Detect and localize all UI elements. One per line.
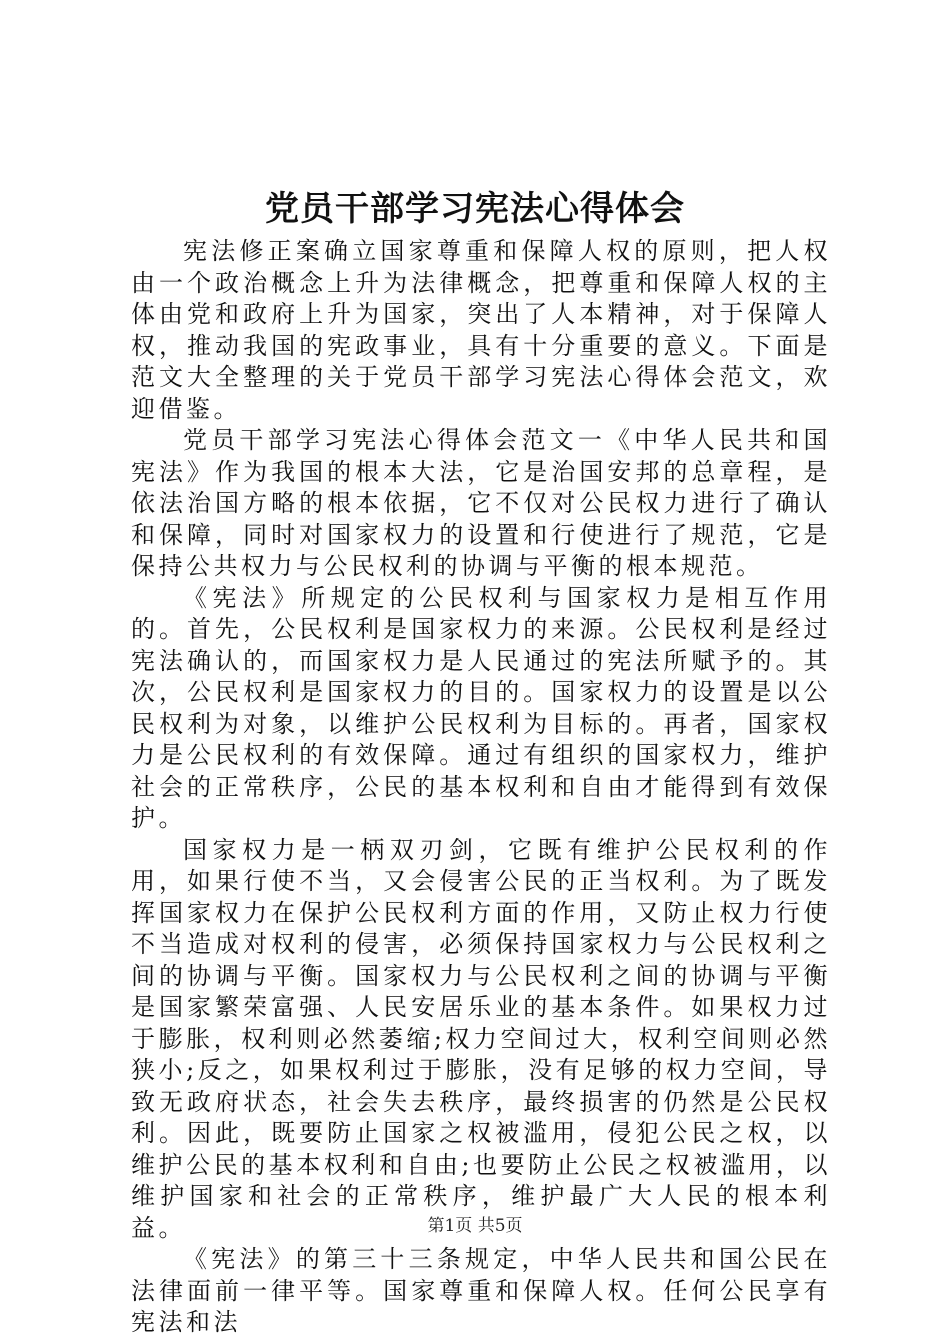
paragraph-3: 《宪法》所规定的公民权利与国家权力是相互作用的。首先，公民权利是国家权力的来源。公民权利是经过宪法确认的，而国家权力是人民通过的宪法所赋予的。其次，公民权利是国家权力的目的。国家权力的设置是以公民权利为对象，以维护公民权利为目标的。再者，国家权力是公民权利的有效保障。通过有组织的国家权力，维护社会的正常秩序，公民的基本权利和自由才能得到有效保护。: [131, 583, 831, 832]
paragraph-5: 《宪法》的第三十三条规定，中华人民共和国公民在法律面前一律平等。国家尊重和保障人权。任何公民享有宪法和法: [131, 1245, 831, 1336]
document-body: [131, 236, 831, 1339]
paragraph-1: 宪法修正案确立国家尊重和保障人权的原则，把人权由一个政治概念上升为法律概念，把尊重和保障人权的主体由党和政府上升为国家，突出了人本精神，对于保障人权，推动我国的宪政事业，具有十分重要的意义。下面是范文大全整理的关于党员干部学习宪法心得体会范文，欢迎借鉴。: [131, 237, 831, 423]
paragraph-4: 国家权力是一柄双刃剑，它既有维护公民权利的作用，如果行使不当，又会侵害公民的正当权利。为了既发挥国家权力在保护公民权利方面的作用，又防止权力行使不当造成对权利的侵害，必须保持国家权力与公民权利之间的协调与平衡。国家权力与公民权利之间的协调与平衡是国家繁荣富强、人民安居乐业的基本条件。如果权力过于膨胀，权利则必然萎缩;权力空间过大，权利空间则必然狭小;反之，如果权利过于膨胀，没有足够的权力空间，导致无政府状态，社会失去秩序，最终损害的仍然是公民权利。因此，既要防止国家之权被滥用，侵犯公民之权，以维护公民的基本权利和自由;也要防止公民之权被滥用，以维护国家和社会的正常秩序，维护最广大人民的根本利益。: [131, 835, 831, 1242]
page-number-footer: 第1页 共5页: [427, 1216, 523, 1236]
paragraph-2: 党员干部学习宪法心得体会范文一《中华人民共和国宪法》作为我国的根本大法，它是治国安邦的总章程，是依法治国方略的根本依据，它不仅对公民权力进行了确认和保障，同时对国家权力的设置和行使进行了规范，它是保持公共权力与公民权利的协调与平衡的根本规范。: [131, 426, 831, 580]
document-title: 党员干部学习宪法心得体会: [265, 189, 685, 229]
